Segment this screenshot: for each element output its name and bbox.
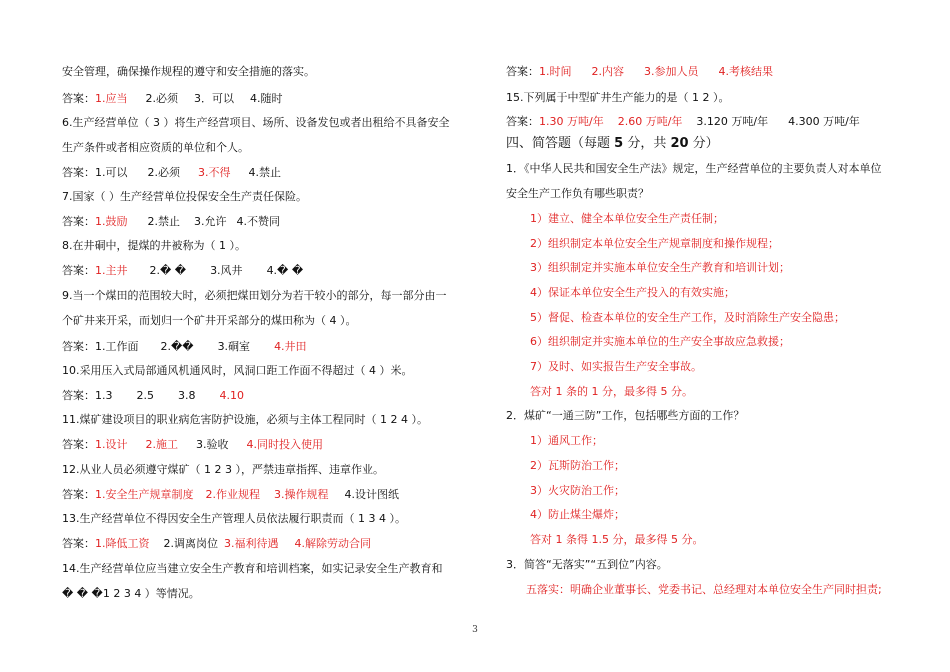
short-question-3: 3．简答“无落实”“五到位”内容。 [506, 558, 668, 571]
question-8: 8.在井硐中，提煤的井被称为（ 1 ）。 [62, 239, 246, 252]
question-9-line-1: 9.当一个煤田的范围较大时，必须把煤田划分为若干较小的部分，每一部分由一 [62, 289, 447, 302]
answer-line-5: 答案：1.应当 2.必须 3．可以 4.随时 [62, 92, 283, 105]
answer-item: 1）通风工作； [530, 434, 603, 447]
page-number: 3 [472, 625, 478, 635]
answer-item: 2）瓦斯防治工作； [530, 459, 625, 472]
short-question-1-line-1: 1．《中华人民共和国安全生产法》规定，生产经营单位的主要负责人对本单位 [506, 162, 882, 175]
score-note: 答对 1 条的 1 分，最多得 5 分。 [530, 385, 693, 398]
answer-line-10: 答案：1.3 2.5 3.8 4.10 [62, 389, 244, 402]
answer-line-8: 答案：1.主井 2.� � 3.风井 4.� � [62, 264, 304, 277]
answer-line-14: 答案：1.时间 2.内容 3.参加人员 4.考核结果 [506, 65, 773, 78]
answer-item: 1）建立、健全本单位安全生产责任制； [530, 212, 724, 225]
answer-item: 4）防止煤尘爆炸； [530, 508, 625, 521]
question-15: 15.下列属于中型矿井生产能力的是（ 1 2 ）。 [506, 91, 730, 104]
question-6-line-2: 生产条件或者相应资质的单位和个人。 [62, 141, 249, 154]
question-7: 7.国家（ ）生产经营单位投保安全生产责任保险。 [62, 190, 307, 203]
score-note: 答对 1 条得 1.5 分，最多得 5 分。 [530, 533, 704, 546]
section-heading: 四、简答题（每题 5 分，共 20 分） [506, 136, 719, 151]
question-13: 13.生产经营单位不得因安全生产管理人员依法履行职责而（ 1 3 4 ）。 [62, 512, 406, 525]
answer-item: 5）督促、检查本单位的安全生产工作，及时消除生产安全隐患； [530, 311, 845, 324]
answer-line-9: 答案：1.工作面 2.�� 3.硐室 4.井田 [62, 340, 307, 353]
answer-item: 4）保证本单位安全生产投入的有效实施； [530, 286, 735, 299]
answer-item: 3）火灾防治工作； [530, 484, 625, 497]
question-11: 11.煤矿建设项目的职业病危害防护设施，必须与主体工程同时（ 1 2 4 ）。 [62, 413, 428, 426]
answer-item: 五落实：明确企业董事长、党委书记、总经理对本单位安全生产同时担责; [526, 583, 882, 596]
text-line: 安全管理，确保操作规程的遵守和安全措施的落实。 [62, 65, 315, 78]
answer-item: 3）组织制定并实施本单位安全生产教育和培训计划； [530, 261, 790, 274]
question-6-line-1: 6.生产经营单位（ 3 ）将生产经营项目、场所、设备发包或者出租给不具备安全 [62, 116, 450, 129]
answer-line-7: 答案：1.鼓励 2.禁止 3.允许 4.不赞同 [62, 215, 280, 228]
question-14-line-2: � � �1 2 3 4 ）等情况。 [62, 587, 200, 600]
answer-line-6: 答案：1.可以 2.必须 3.不得 4.禁止 [62, 166, 281, 179]
question-14-line-1: 14.生产经营单位应当建立安全生产教育和培训档案，如实记录安全生产教育和 [62, 562, 443, 575]
answer-line-11: 答案：1.设计 2.施工 3.验收 4.同时投入使用 [62, 438, 323, 451]
question-9-line-2: 个矿井来开采，而划归一个矿井开采部分的煤田称为（ 4 ）。 [62, 314, 357, 327]
question-10: 10.采用压入式局部通风机通风时，风洞口距工作面不得超过（ 4 ）米。 [62, 364, 413, 377]
answer-item: 2）组织制定本单位安全生产规章制度和操作规程； [530, 237, 779, 250]
answer-line-13: 答案：1.降低工资 2.调离岗位 3.福利待遇 4.解除劳动合同 [62, 537, 371, 550]
answer-line-15: 答案：1.30 万吨/年 2.60 万吨/年 3.120 万吨/年 4.300 万吨/年 [506, 115, 860, 128]
question-12: 12.从业人员必须遵守煤矿（ 1 2 3 ），严禁违章指挥、违章作业。 [62, 463, 384, 476]
short-question-2: 2．煤矿“一通三防”工作，包括哪些方面的工作？ [506, 409, 745, 422]
answer-item: 6）组织制定并实施本单位的生产安全事故应急救援； [530, 335, 790, 348]
answer-item: 7）及时、如实报告生产安全事故。 [530, 360, 702, 373]
short-question-1-line-2: 安全生产工作负有哪些职责？ [506, 187, 649, 200]
answer-line-12: 答案：1.安全生产规章制度 2.作业规程 3.操作规程 4.设计图纸 [62, 488, 399, 501]
